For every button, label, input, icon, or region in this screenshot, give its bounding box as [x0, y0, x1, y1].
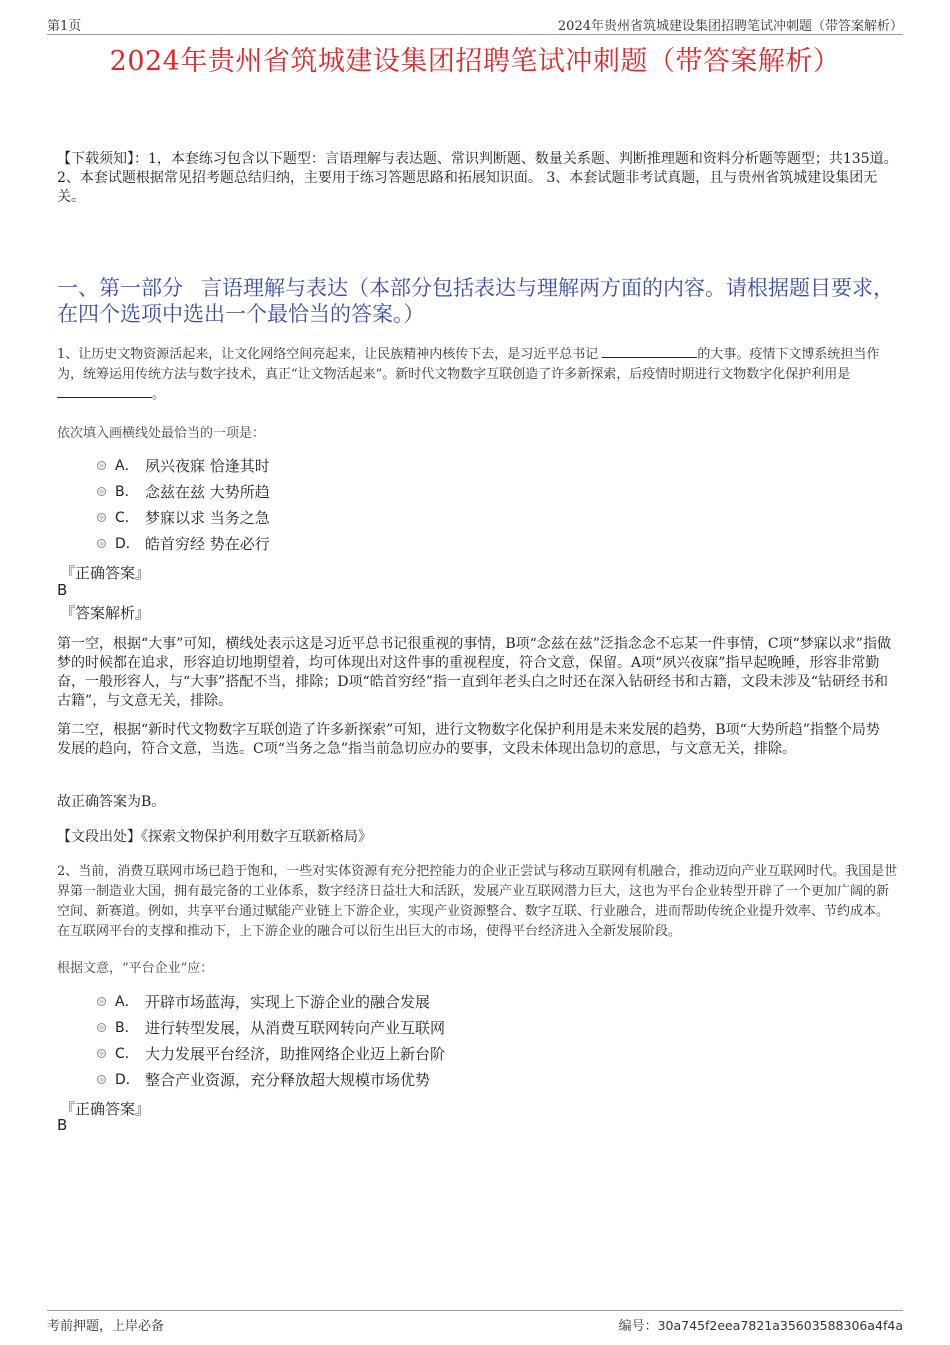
option-b[interactable]: B． 进行转型发展，从消费互联网转向产业互联网 — [97, 1014, 445, 1040]
section-title: 言语理解与表达（本部分包括表达与理解两方面的内容。请根据题目要求，在四个选项中选出一个最恰当的答案。） — [57, 276, 894, 326]
radio-icon[interactable] — [97, 1075, 106, 1084]
radio-icon[interactable] — [97, 461, 106, 470]
page-header — [47, 14, 903, 35]
option-a[interactable]: A． 夙兴夜寐 恰逢其时 — [97, 452, 270, 478]
question-1-options — [97, 452, 270, 556]
question-1-stem: 1、让历史文物资源活起来，让文化网络空间亮起来，让民族精神内核传下去，是习近平总书记 的大事。疫情下文博系统担当作为，统筹运用传统方法与数字技术，真正“让文物活起来”。新时代文物数字互联创造了许多新探索，后疫情时期进行文物数字化保护利用是。 — [57, 347, 880, 402]
section-number: 一、第一部分 — [57, 276, 183, 300]
option-b[interactable]: B． 念兹在兹 大势所趋 — [97, 478, 270, 504]
correct-answer: B — [57, 1116, 68, 1134]
passage-source: 【文段出处】《探索文物保护利用数字互联新格局》 — [57, 829, 372, 845]
radio-icon[interactable] — [97, 1049, 106, 1058]
question-2-prompt: 根据文意，“平台企业”应： — [57, 961, 214, 976]
option-c[interactable]: C． 梦寐以求 当务之急 — [97, 504, 270, 530]
option-d[interactable]: D． 整合产业资源，充分释放超大规模市场优势 — [97, 1066, 445, 1092]
download-notice: 【下载须知】：1，本套练习包含以下题型：言语理解与表达题、常识判断题、数量关系题、判断推理题和资料分析题等题型；共135道。 2、本套试题根据常见招考题总结归纳，主要用于练习答题思路和拓展知识面。 3、本套试题非考试真题，且与贵州省筑城建设集团无关。 — [57, 151, 898, 205]
page-footer — [47, 1310, 903, 1333]
document-title: 2024年贵州省筑城建设集团招聘笔试冲刺题（带答案解析） — [109, 46, 841, 77]
footer-code: 编号：30a745f2eea7821a35603588306a4f4a — [618, 1318, 903, 1334]
question-1-prompt: 依次填入画横线处最恰当的一项是： — [57, 426, 266, 441]
radio-icon[interactable] — [97, 513, 106, 522]
fill-blank — [57, 385, 152, 398]
radio-icon[interactable] — [97, 1023, 106, 1032]
radio-icon[interactable] — [97, 487, 106, 496]
answer-label: 『正确答案』 — [60, 1100, 151, 1118]
option-d[interactable]: D． 皓首穷经 势在必行 — [97, 530, 270, 556]
option-a[interactable]: A． 开辟市场蓝海，实现上下游企业的融合发展 — [97, 988, 445, 1014]
analysis-paragraph-1: 第一空，根据“大事”可知，横线处表示这是习近平总书记很重视的事情，B项“念兹在兹”泛指念念不忘某一件事情，C项“梦寐以求”指做梦的时候都在追求，形容迫切地期望着，均可体现出对这件事的重视程度，符合文意，保留。A项“夙兴夜寐”指早起晚睡，形容非常勤奋，一般形容人，与“大事”搭配不当，排除；D项“皓首穷经”指一直到年老头白之时还在深入钻研经书和古籍，文段未涉及“钻研经书和古籍”，与文意无关，排除。 — [57, 636, 891, 709]
analysis-conclusion: 故正确答案为B。 — [57, 794, 166, 810]
analysis-paragraph-2: 第二空，根据“新时代文物数字互联创造了许多新探索”可知，进行文物数字化保护利用是未来发展的趋势，B项“大势所趋”指整个局势发展的趋向，符合文意，当选。C项“当务之急”指当前急切应办的要事，文段未体现出急切的意思，与文意无关，排除。 — [57, 722, 880, 757]
page-number: 第1页 — [47, 19, 82, 34]
correct-answer: B — [57, 581, 68, 599]
analysis-label: 『答案解析』 — [60, 604, 151, 622]
question-2-stem: 2、当前，消费互联网市场已趋于饱和，一些对实体资源有充分把控能力的企业正尝试与移动互联网有机融合，推动迈向产业互联网时代。我国是世界第一制造业大国，拥有最完备的工业体系，数字经济日益壮大和活跃，发展产业互联网潜力巨大，这也为平台企业转型开辟了一个更加广阔的新空间、新赛道。例如，共享平台通过赋能产业链上下游企业，实现产业资源整合、数字互联、行业融合，进而帮助传统企业提升效率、节约成本。在互联网平台的支撑和推动下，上下游企业的融合可以衍生出巨大的市场，使得平台经济进入全新发展阶段。 — [57, 864, 898, 939]
section-heading — [57, 275, 900, 327]
header-doc-name: 2024年贵州省筑城建设集团招聘笔试冲刺题（带答案解析） — [557, 19, 903, 34]
answer-label: 『正确答案』 — [60, 564, 151, 582]
option-c[interactable]: C． 大力发展平台经济，助推网络企业迈上新台阶 — [97, 1040, 445, 1066]
footer-slogan: 考前押题，上岸必备 — [47, 1319, 165, 1334]
document-id: 30a745f2eea7821a35603588306a4f4a — [657, 1318, 903, 1333]
radio-icon[interactable] — [97, 997, 106, 1006]
fill-blank — [602, 345, 697, 358]
radio-icon[interactable] — [97, 539, 106, 548]
question-2-options — [97, 988, 445, 1092]
